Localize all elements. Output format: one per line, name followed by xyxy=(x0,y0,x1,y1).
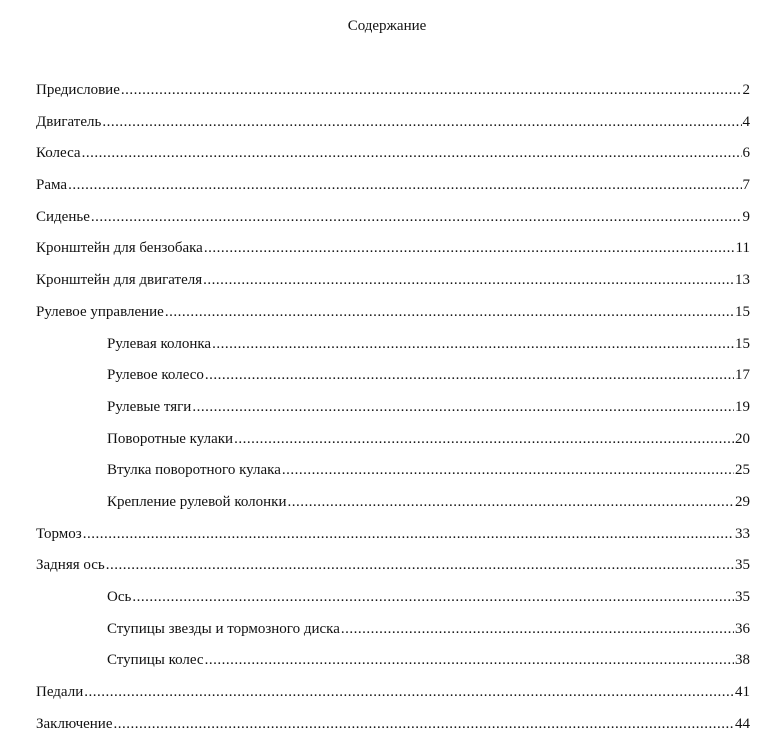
dot-leader xyxy=(192,397,734,417)
toc-entry-page: 25 xyxy=(735,462,750,479)
toc-entry xyxy=(36,80,750,112)
dot-leader xyxy=(288,492,735,512)
toc-entry xyxy=(36,112,750,144)
toc-entry-page: 19 xyxy=(735,398,750,415)
toc-subentry xyxy=(36,334,750,366)
toc-entry xyxy=(36,238,750,270)
toc-subentry xyxy=(36,492,750,524)
toc-entry xyxy=(36,207,750,239)
toc-entry-label: Рулевая колонка xyxy=(107,335,212,352)
toc-entry-label: Тормоз xyxy=(36,525,82,542)
toc-subentry xyxy=(36,365,750,397)
toc-subentry xyxy=(36,650,750,682)
dot-leader xyxy=(114,714,735,734)
page-title: Содержание xyxy=(347,18,427,34)
toc-entry-page: 15 xyxy=(735,335,750,352)
dot-leader xyxy=(82,143,742,163)
toc-entry-page: 35 xyxy=(735,589,750,605)
toc-entry xyxy=(36,270,750,302)
toc-entry xyxy=(36,302,750,334)
toc-entry-label: Рулевое колесо xyxy=(107,367,204,384)
dot-leader xyxy=(106,555,734,575)
toc-entry-label: Рама xyxy=(36,177,68,194)
toc-entry xyxy=(36,524,750,556)
toc-entry-label: Предисловие xyxy=(36,82,120,98)
toc-entry-page: 17 xyxy=(735,367,750,384)
toc-entry-page: 29 xyxy=(735,493,750,510)
dot-leader xyxy=(84,682,734,702)
table-of-contents xyxy=(36,80,750,745)
toc-entry-page: 4 xyxy=(742,113,750,130)
dot-leader xyxy=(234,429,734,449)
toc-entry-label: Ось xyxy=(107,589,132,605)
toc-entry-label: Педали xyxy=(36,684,84,701)
toc-entry-label: Крепление рулевой колонки xyxy=(107,493,287,510)
toc-entry-label: Ступицы колес xyxy=(107,652,204,669)
toc-entry-label: Ступицы звезды и тормозного диска xyxy=(107,620,340,637)
toc-entry-page: 33 xyxy=(735,525,750,542)
toc-entry-label: Поворотные кулаки xyxy=(107,430,234,447)
dot-leader xyxy=(121,80,742,100)
dot-leader xyxy=(212,334,734,354)
toc-entry-page: 35 xyxy=(735,557,750,574)
toc-subentry xyxy=(36,587,750,619)
dot-leader xyxy=(205,650,734,670)
dot-leader xyxy=(132,587,734,607)
toc-entry-page: 2 xyxy=(742,82,750,98)
toc-entry-page: 11 xyxy=(735,240,750,257)
toc-subentry xyxy=(36,619,750,651)
dot-leader xyxy=(205,365,734,385)
dot-leader xyxy=(68,175,741,195)
dot-leader xyxy=(83,524,734,544)
toc-entry-page: 38 xyxy=(735,652,750,669)
toc-entry-page: 41 xyxy=(735,684,750,701)
toc-entry xyxy=(36,714,750,746)
toc-entry-label: Втулка поворотного кулака xyxy=(107,462,281,479)
toc-entry-label: Рулевое управление xyxy=(36,303,164,320)
toc-entry-page: 15 xyxy=(735,303,750,320)
toc-entry-page: 9 xyxy=(742,208,750,225)
toc-subentry xyxy=(36,429,750,461)
dot-leader xyxy=(204,238,735,258)
dot-leader xyxy=(91,207,742,227)
toc-entry-page: 44 xyxy=(735,715,750,732)
toc-entry-label: Кронштейн для бензобака xyxy=(36,240,203,257)
toc-entry-label: Заключение xyxy=(36,715,113,732)
toc-entry-page: 20 xyxy=(735,430,750,447)
toc-entry xyxy=(36,175,750,207)
toc-entry-label: Двигатель xyxy=(36,113,102,130)
toc-entry-page: 36 xyxy=(735,620,750,637)
toc-entry-page: 13 xyxy=(735,272,750,289)
dot-leader xyxy=(282,460,734,480)
toc-entry-label: Сиденье xyxy=(36,208,90,225)
toc-entry-page: 6 xyxy=(742,145,750,162)
toc-subentry xyxy=(36,397,750,429)
toc-entry-label: Рулевые тяги xyxy=(107,398,192,415)
toc-entry-label: Колеса xyxy=(36,145,81,162)
dot-leader xyxy=(165,302,734,322)
toc-subentry xyxy=(36,460,750,492)
toc-entry xyxy=(36,143,750,175)
toc-entry xyxy=(36,682,750,714)
toc-entry-label: Кронштейн для двигателя xyxy=(36,272,203,289)
dot-leader xyxy=(203,270,734,290)
toc-entry-page: 7 xyxy=(742,177,750,194)
dot-leader xyxy=(102,112,741,132)
dot-leader xyxy=(341,619,734,639)
toc-entry-label: Задняя ось xyxy=(36,557,105,574)
toc-entry xyxy=(36,555,750,587)
